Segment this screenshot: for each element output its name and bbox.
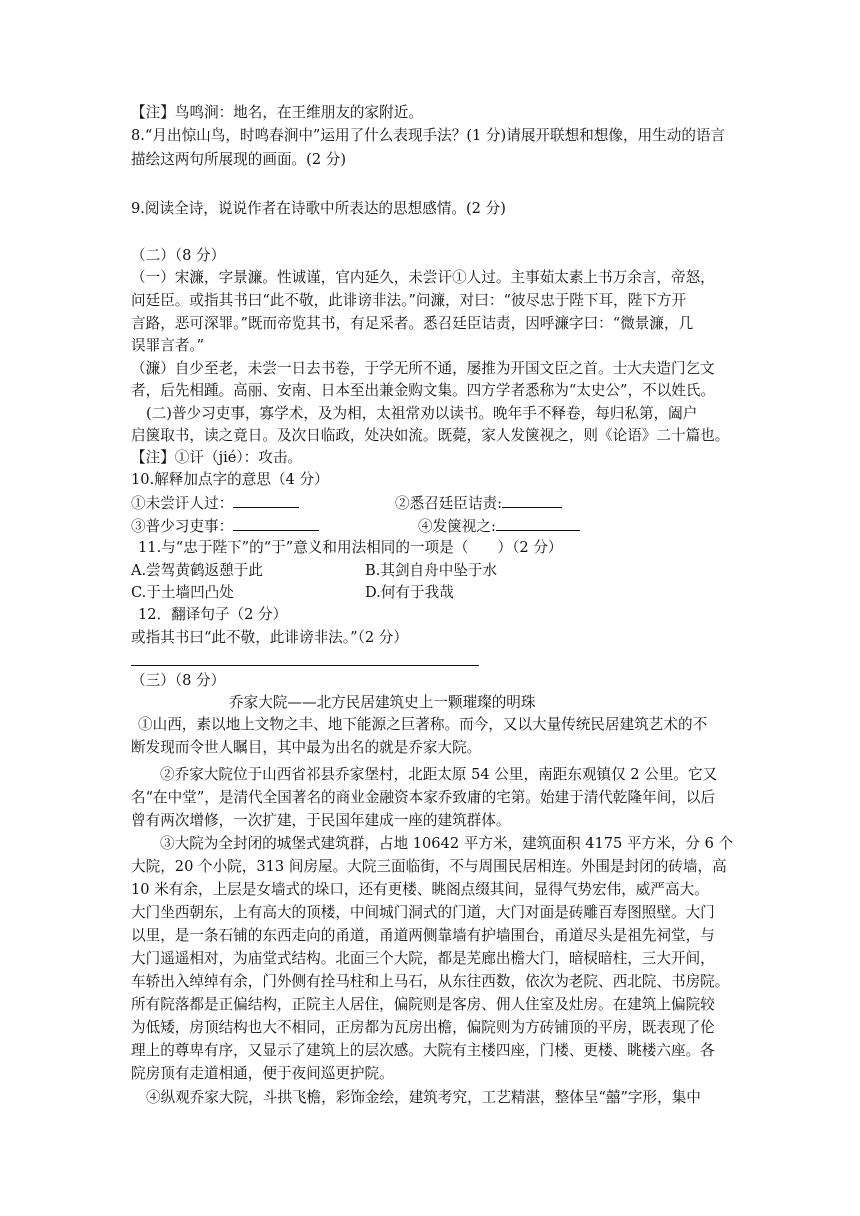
article-line: ④纵观乔家大院，斗拱飞檐，彩饰金绘，建筑考究，工艺精湛，整体呈“囍”字形，集中 [146,1089,701,1106]
question-9: 9.阅读全诗，说说作者在诗歌中所表达的思想感情。(2 分) [131,200,506,217]
passage-line: 问廷臣。或指其书曰“此不敬，此诽谤非法。”问濂，对曰：“彼尽忠于陛下耳，陛下方开 [131,292,687,309]
question-10-item-a [131,493,299,514]
passage-line: 启箧取书，读之竟日。及次日临政，处决如流。既薨，家人发箧视之，则《论语》二十篇也。 [131,427,730,444]
question-10-item-d [418,516,580,537]
question-12-sentence: 或指其书曰“此不敬，此诽谤非法。”（2 分） [131,629,408,646]
answer-blank[interactable] [233,516,319,531]
passage-line: （一）宋濂，字景濂。性诚谨，官内延久，未尝讦①人过。主事茹太素上书万余言，帝怒， [131,269,715,286]
section-2-heading: （二）（8 分） [131,247,226,264]
article-line: 为低矮，房顶结构也大不相同，正房都为瓦房出檐，偏院则为方砖铺顶的平房，既表现了伦 [131,1019,715,1036]
option-a: A.尝驾黄鹤返憩于此 [131,562,263,579]
passage-line: (二)普少习吏事，寡学术，及为相，太祖常劝以读书。晚年手不释卷，每归私第，阖户 [146,405,698,422]
passage-note: 【注】①讦（jié）：攻击。 [131,449,303,466]
question-11-title: 11.与“忠于陛下”的“于”意义和用法相同的一项是（ ）（2 分） [138,539,563,556]
question-10-item-c-label: ③普少习吏事： [131,518,234,535]
answer-blank[interactable] [233,493,299,508]
passage-line: （濂）自少至老，未尝一日去书卷，于学无所不通，屡推为开国文臣之首。士大夫造门乞文 [131,360,715,377]
article-line: 10 米有余，上层是女墙式的垛口，还有更楼、眺阁点缀其间，显得气势宏伟，威严高大。 [131,881,709,898]
answer-blank[interactable] [496,516,580,531]
poem-note: 【注】鸟鸣涧：地名，在王维朋友的家附近。 [131,104,423,121]
article-line: 理上的尊卑有序，又显示了建筑上的层次感。大院有主楼四座，门楼、更楼、眺楼六座。各 [131,1042,715,1059]
article-line: 名“在中堂”，是清代全国著名的商业金融资本家乔致庸的宅第。始建于清代乾隆年间，以后 [131,789,716,806]
question-10-item-b [395,493,562,514]
option-d: D.何有于我哉 [365,584,454,601]
article-line: 大门遥遥相对，为庙堂式结构。北面三个大院，都是芜廊出檐大门，暗棂暗柱，三大开间， [131,950,715,967]
article-line: 以里，是一条石铺的东西走向的甬道，甬道两侧靠墙有护墙围台，甬道尽头是祖先祠堂，与 [131,927,715,944]
article-line: 大门坐西朝东，上有高大的顶楼，中间城门洞式的门道，大门对面是砖雕百寿图照壁。大门 [131,904,715,921]
article-title: 乔家大院——北方民居建筑史上一颗璀璨的明珠 [229,694,536,711]
answer-blank[interactable] [502,493,562,508]
question-10-item-a-label: ①未尝讦人过： [131,495,234,512]
article-line: 院房顶有走道相通，便于夜间巡更护院。 [131,1065,394,1082]
option-b: B.其剑自舟中坠于水 [365,562,498,579]
article-line: ②乔家大院位于山西省祁县乔家堡村，北距太原 54 公里，南距东观镇仅 2 公里。它又 [160,766,718,783]
question-10-item-c [131,516,319,537]
question-10-title: 10.解释加点字的意思（4 分） [131,471,329,488]
passage-line: 者，后先相踵。高丽、安南、日本至出兼金购文集。四方学者悉称为“太史公”，不以姓氏。 [131,382,716,399]
question-10-item-b-label: ②悉召廷臣诘责: [395,495,503,512]
question-10-item-d-label: ④发箧视之: [418,518,496,535]
answer-line[interactable] [131,665,479,666]
article-line: 车轿出入绰绰有余，门外侧有拴马柱和上马石，从东往西数，依次为老院、西北院、书房院。 [131,973,730,990]
question-12-title: 12．翻译句子（2 分） [138,606,288,623]
question-8-line-1: 8.“月出惊山鸟，时鸣春涧中”运用了什么表现手法？(1 分)请展开联想和想像，用生动的语言 [131,127,726,144]
passage-line: 误罪言者。” [131,337,205,354]
article-line: 断发现而令世人瞩目，其中最为出名的就是乔家大院。 [131,739,482,756]
passage-line: 言路，恶可深罪。”既而帝览其书，有足采者。悉召廷臣诘责，因呼濂字曰：“微景濂，几 [131,315,694,332]
article-line: ①山西，素以地上文物之丰、地下能源之巨著称。而今，又以大量传统民居建筑艺术的不 [138,716,708,733]
article-line: 所有院落都是正偏结构，正院主人居住，偏院则是客房、佣人住室及灶房。在建筑上偏院较 [131,996,715,1013]
question-8-line-2: 描绘这两句所展现的画面。(2 分) [131,151,347,168]
article-line: 大院，20 个小院，313 间房屋。大院三面临街，不与周围民居相连。外围是封闭的砖墙，高 [131,858,727,875]
option-c: C.于土墙凹凸处 [131,584,234,601]
article-line: 曾有两次增修，一次扩建，于民国年建成一座的建筑群体。 [131,812,511,829]
section-3-heading: （三）（8 分） [131,672,226,689]
article-line: ③大院为全封闭的城堡式建筑群，占地 10642 平方米，建筑面积 4175 平方米，分 6 个 [160,835,734,852]
